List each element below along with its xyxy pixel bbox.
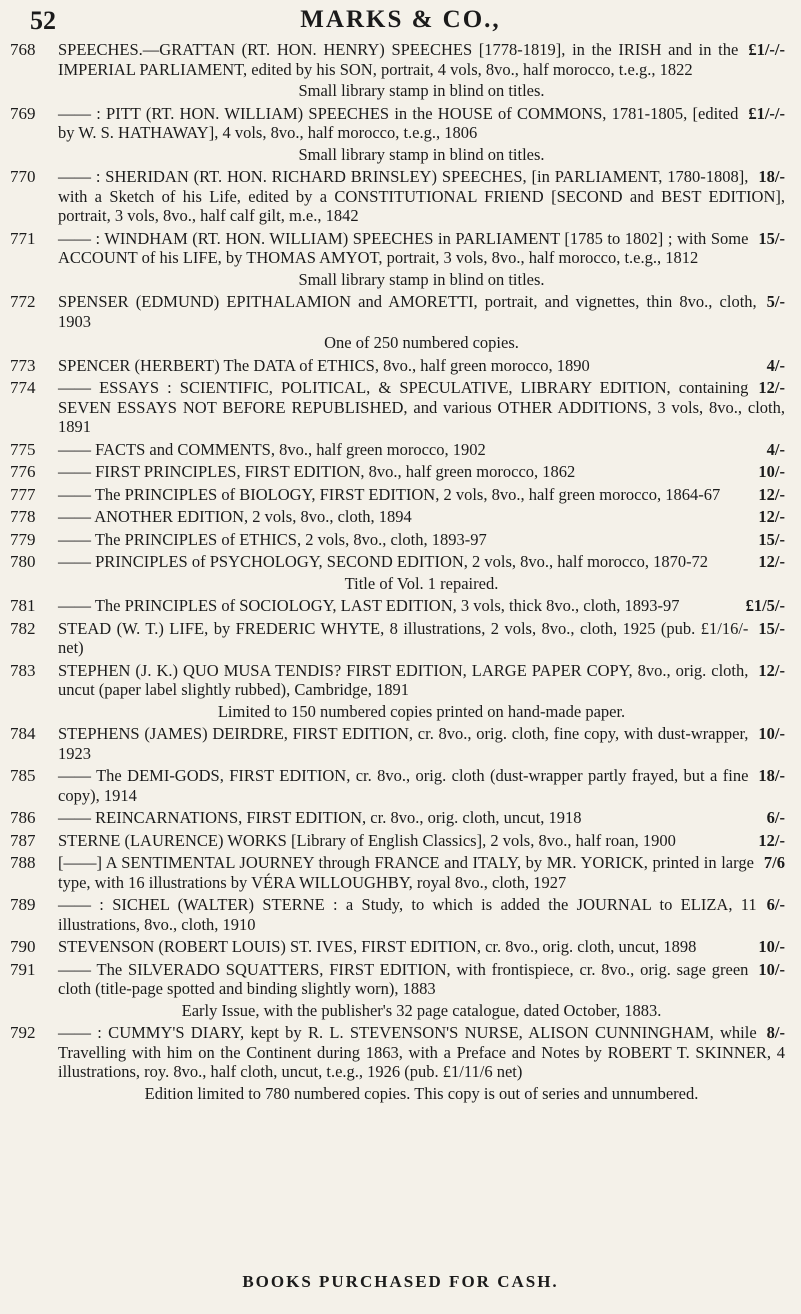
page-number: 52 (30, 6, 56, 35)
catalogue-entry (10, 485, 785, 505)
entry-price: 6/- (766, 895, 785, 914)
catalogue-entries (10, 40, 785, 1106)
entry-note: Early Issue, with the publisher's 32 page catalogue, dated October, 1883. (181, 1000, 662, 1020)
entry-text: [——] A SENTIMENTAL JOURNEY through FRANCE and ITALY, by MR. YORICK, printed in large type, with 16 illustrations by VÉRA WILLOUGHBY, royal 8vo., cloth, 1927 (58, 853, 754, 892)
catalogue-entry (10, 167, 785, 226)
entry-text: —— : CUMMY'S DIARY, kept by R. L. STEVENSON'S NURSE, ALISON CUNNINGHAM, while Travelling with him on the Continent during 1863, with a Preface and Notes by ROBERT T. SKINNER, 4 illustrations, roy. 8vo., half cloth, uncut, t.e.g., 1926 (pub. £1/11/6 net) (58, 1023, 785, 1081)
catalogue-entry (10, 661, 785, 722)
entry-number: 786 (10, 808, 36, 827)
entry-body (58, 507, 785, 527)
entry-text: STERNE (LAURENCE) WORKS [Library of English Classics], 2 vols, 8vo., half roan, 1900 (58, 830, 676, 850)
entry-body (58, 552, 785, 593)
entry-number: 785 (10, 766, 36, 785)
entry-price: 15/- (758, 228, 785, 248)
catalogue-entry (10, 440, 785, 460)
entry-price: 12/- (758, 378, 785, 397)
entry-price: £1/-/- (748, 40, 785, 59)
entry-text: —— The PRINCIPLES of BIOLOGY, FIRST EDITION, 2 vols, 8vo., half green morocco, 1864-67 (58, 484, 721, 504)
entry-price: 4/- (766, 439, 785, 459)
entry-text: —— ANOTHER EDITION, 2 vols, 8vo., cloth, 1894 (58, 507, 412, 526)
catalogue-entry (10, 552, 785, 593)
entry-text: —— : PITT (RT. HON. WILLIAM) SPEECHES in the HOUSE of COMMONS, 1781-1805, [edited by W. S. HATHAWAY], 4 vols, 8vo., half morocco, t.e.g., 1806 (58, 103, 739, 142)
entry-number: 778 (10, 507, 36, 526)
catalogue-entry (10, 530, 785, 550)
entry-body (58, 292, 785, 353)
entry-price: 12/- (758, 484, 785, 504)
entry-text: —— PRINCIPLES of PSYCHOLOGY, SECOND EDITION, 2 vols, 8vo., half morocco, 1870-72 (58, 552, 709, 571)
entry-text: SPENSER (EDMUND) EPITHALAMION and AMORETTI, portrait, and vignettes, thin 8vo., cloth, 1903 (58, 292, 757, 331)
catalogue-entry (10, 1023, 785, 1103)
catalogue-entry (10, 853, 785, 892)
entry-note: Title of Vol. 1 repaired. (344, 573, 499, 593)
entry-price: 18/- (758, 766, 785, 785)
page-footer: BOOKS PURCHASED FOR CASH. (242, 1272, 559, 1291)
entry-number: 783 (10, 660, 36, 680)
entry-text: STEPHEN (J. K.) QUO MUSA TENDIS? FIRST EDITION, LARGE PAPER COPY, 8vo., orig. cloth, uncut (paper label slightly rubbed), Cambridge, 1891 (58, 660, 749, 699)
catalogue-entry (10, 40, 785, 101)
catalogue-entry (10, 462, 785, 482)
entry-price: 10/- (758, 959, 785, 979)
entry-text: —— The PRINCIPLES of SOCIOLOGY, LAST EDITION, 3 vols, thick 8vo., cloth, 1893-97 (58, 596, 680, 615)
entry-price: 12/- (758, 552, 785, 571)
catalogue-entry (10, 895, 785, 934)
entry-price: 18/- (758, 167, 785, 186)
entry-body (58, 853, 785, 892)
catalogue-entry (10, 378, 785, 437)
entry-number: 788 (10, 853, 36, 872)
entry-number: 779 (10, 529, 36, 549)
entry-text: SPEECHES.—GRATTAN (RT. HON. HENRY) SPEECHES [1778-1819], in the IRISH and in the IMPERIAL PARLIAMENT, edited by his SON, portrait, 4 vols, 8vo., half morocco, t.e.g., 1822 (58, 40, 739, 79)
entry-price: 8/- (766, 1023, 785, 1042)
entry-note: Edition limited to 780 numbered copies. This copy is out of series and unnumbered. (144, 1083, 699, 1103)
entry-body (58, 724, 785, 763)
entry-text: —— The PRINCIPLES of ETHICS, 2 vols, 8vo., cloth, 1893-97 (58, 529, 487, 549)
entry-body (58, 530, 785, 550)
entry-note: One of 250 numbered copies. (324, 333, 519, 352)
catalogue-entry (10, 808, 785, 828)
entry-text: SPENCER (HERBERT) The DATA of ETHICS, 8vo., half green morocco, 1890 (58, 355, 590, 375)
entry-text: STEVENSON (ROBERT LOUIS) ST. IVES, FIRST EDITION, cr. 8vo., orig. cloth, uncut, 1898 (58, 937, 697, 956)
entry-body (58, 356, 785, 376)
entry-body (58, 104, 785, 165)
running-head: MARKS & CO., (300, 6, 501, 33)
entry-body (58, 766, 785, 805)
entry-number: 777 (10, 484, 36, 504)
entry-number: 772 (10, 292, 36, 311)
entry-body (58, 596, 785, 616)
entry-number: 780 (10, 552, 36, 571)
entry-number: 771 (10, 228, 36, 248)
entry-price: 6/- (766, 808, 785, 827)
entry-body (58, 831, 785, 851)
entry-price: 15/- (758, 618, 785, 638)
entry-number: 768 (10, 40, 36, 59)
catalogue-entry (10, 960, 785, 1021)
entry-text: —— : SICHEL (WALTER) STERNE : a Study, to which is added the JOURNAL to ELIZA, 11 illustrations, 8vo., cloth, 1910 (58, 895, 757, 934)
entry-price: 5/- (766, 292, 785, 311)
catalogue-entry (10, 766, 785, 805)
catalogue-entry (10, 104, 785, 165)
entry-number: 769 (10, 103, 36, 123)
entry-number: 774 (10, 378, 36, 397)
entry-body (58, 1023, 785, 1103)
entry-price: 12/- (758, 830, 785, 850)
entry-text: —— The DEMI-GODS, FIRST EDITION, cr. 8vo., orig. cloth (dust-wrapper partly frayed, but a fine copy), 1914 (58, 766, 749, 805)
entry-body (58, 40, 785, 101)
entry-price: 10/- (758, 937, 785, 956)
entry-price: £1/-/- (748, 103, 785, 123)
entry-number: 776 (10, 462, 36, 481)
entry-number: 790 (10, 937, 36, 956)
entry-number: 787 (10, 830, 36, 850)
entry-number: 773 (10, 355, 36, 375)
entry-note: Small library stamp in blind on titles. (298, 144, 545, 164)
entry-number: 770 (10, 167, 36, 186)
catalogue-entry (10, 724, 785, 763)
entry-text: —— REINCARNATIONS, FIRST EDITION, cr. 8vo., orig. cloth, uncut, 1918 (58, 808, 582, 827)
entry-body (58, 229, 785, 290)
catalogue-entry (10, 356, 785, 376)
entry-price: 4/- (766, 355, 785, 375)
entry-number: 784 (10, 724, 36, 743)
catalogue-entry (10, 831, 785, 851)
entry-price: £1/5/- (745, 596, 785, 615)
entry-body (58, 895, 785, 934)
entry-body (58, 485, 785, 505)
entry-body (58, 462, 785, 482)
entry-text: —— The SILVERADO SQUATTERS, FIRST EDITION, with frontispiece, cr. 8vo., orig. sage green cloth (title-page spotted and binding slightly worn), 1883 (58, 959, 749, 998)
entry-number: 792 (10, 1023, 36, 1042)
entry-body (58, 808, 785, 828)
entry-price: 12/- (758, 507, 785, 526)
catalogue-entry (10, 292, 785, 353)
entry-number: 781 (10, 596, 36, 615)
entry-text: STEAD (W. T.) LIFE, by FREDERIC WHYTE, 8 illustrations, 2 vols, 8vo., cloth, 1925 (pub. £1/16/- net) (58, 618, 749, 657)
catalogue-entry (10, 229, 785, 290)
catalogue-entry (10, 507, 785, 527)
entry-text: —— ESSAYS : SCIENTIFIC, POLITICAL, & SPECULATIVE, LIBRARY EDITION, containing SEVEN ESSAYS NOT BEFORE REPUBLISHED, and various OTHER ADDITIONS, 3 vols, 8vo., cloth, 1891 (58, 378, 785, 436)
entry-body (58, 440, 785, 460)
page-header (30, 6, 771, 40)
catalogue-entry (10, 596, 785, 616)
entry-price: 10/- (758, 462, 785, 481)
entry-body (58, 378, 785, 437)
entry-text: —— FIRST PRINCIPLES, FIRST EDITION, 8vo., half green morocco, 1862 (58, 462, 576, 481)
entry-body (58, 661, 785, 722)
entry-number: 789 (10, 895, 36, 914)
entry-text: —— : SHERIDAN (RT. HON. RICHARD BRINSLEY) SPEECHES, [in PARLIAMENT, 1780-1808], with a Sketch of his Life, edited by a CONSTITUTIONAL FRIEND [SECOND and BEST EDITION], portrait, 3 vols, 8vo., half calf gilt, m.e., 1842 (58, 167, 785, 225)
entry-price: 10/- (758, 724, 785, 743)
entry-note: Small library stamp in blind on titles. (298, 81, 545, 100)
entry-price: 15/- (758, 529, 785, 549)
entry-body (58, 960, 785, 1021)
entry-number: 782 (10, 618, 36, 638)
entry-text: —— FACTS and COMMENTS, 8vo., half green morocco, 1902 (58, 439, 486, 459)
entry-note: Small library stamp in blind on titles. (298, 269, 545, 289)
entry-number: 791 (10, 959, 36, 979)
entry-body (58, 937, 785, 957)
entry-number: 775 (10, 439, 36, 459)
entry-note: Limited to 150 numbered copies printed on hand-made paper. (217, 701, 626, 721)
catalogue-entry (10, 619, 785, 658)
entry-body (58, 619, 785, 658)
entry-text: STEPHENS (JAMES) DEIRDRE, FIRST EDITION, cr. 8vo., orig. cloth, fine copy, with dust-wrapper, 1923 (58, 724, 749, 763)
entry-price: 12/- (758, 660, 785, 680)
entry-price: 7/6 (763, 853, 785, 872)
entry-body (58, 167, 785, 226)
entry-text: —— : WINDHAM (RT. HON. WILLIAM) SPEECHES in PARLIAMENT [1785 to 1802] ; with Some ACCOUNT of his LIFE, by THOMAS AMYOT, portrait, 3 vols, 8vo., half morocco, t.e.g., 1812 (58, 228, 749, 267)
catalogue-entry (10, 937, 785, 957)
